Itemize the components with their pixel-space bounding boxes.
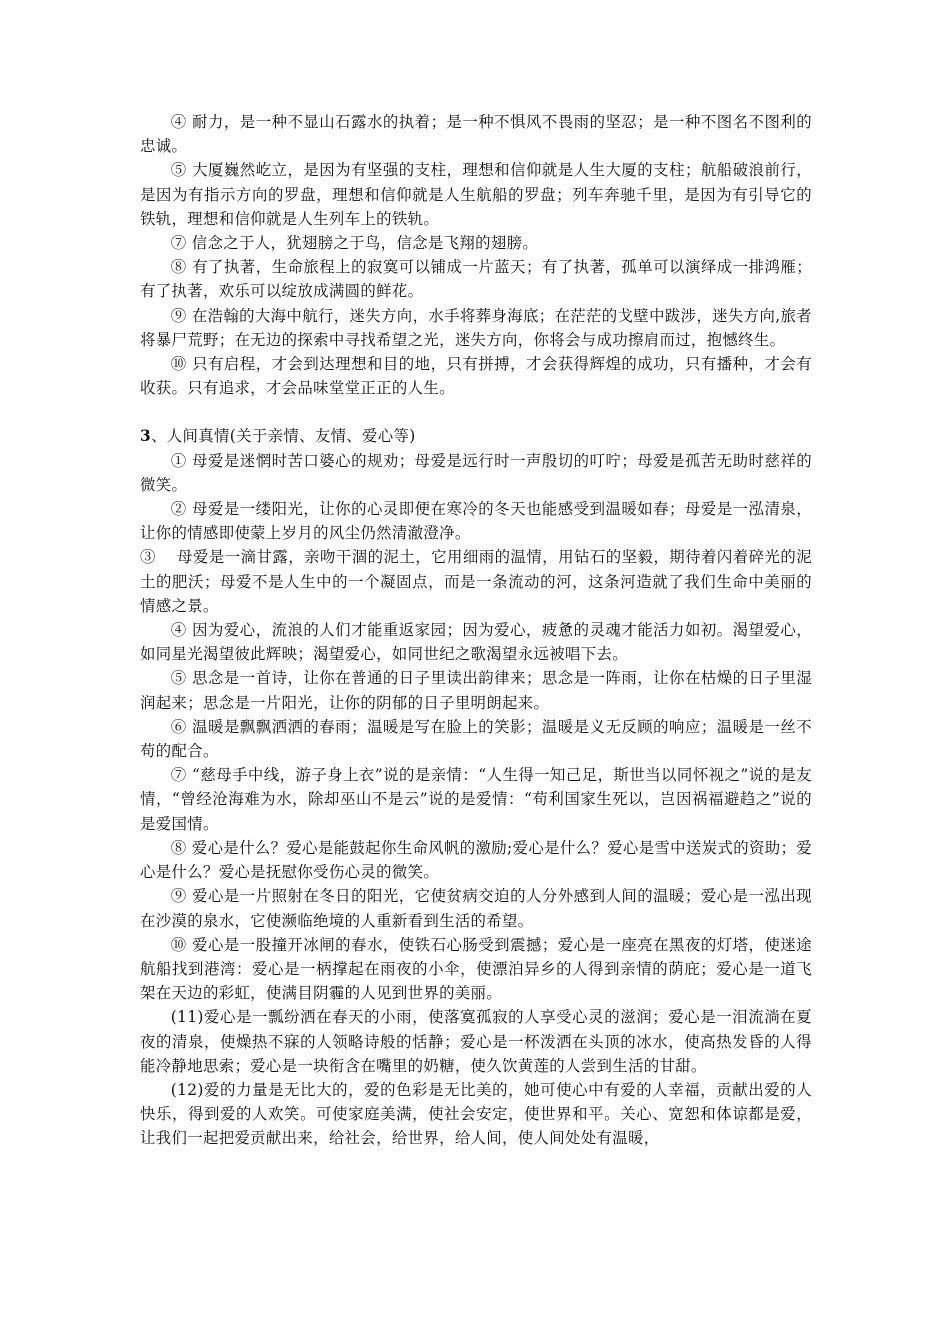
paragraph-1-mother-love: ① 母爱是迷惘时苦口婆心的规劝；母爱是远行时一声殷切的叮咛；母爱是孤苦无助时慈祥的微笑。 <box>140 451 812 494</box>
paragraph-4-endurance: ④ 耐力，是一种不显山石露水的执着；是一种不惧风不畏雨的坚忍；是一种不图名不图利的忠诚。 <box>140 113 812 156</box>
paragraph-7-poems: ⑦ “慈母手中线，游子身上衣”说的是亲情：“人生得一知己足，斯世当以同怀视之”说的是友情，“曾经沧海难为水，除却巫山不是云”说的是爱情：“苟利国家生死以，岂因祸福避趋之”说的是爱国情。 <box>140 766 812 833</box>
paragraph-9-direction: ⑨ 在浩翰的大海中航行，迷失方向，水手将葬身海底；在茫茫的戈壁中跋涉，迷失方向,旅者将暴尸荒野；在无边的探索中寻找希望之光，迷失方向，你将会与成功擦肩而过，抱憾终生。 <box>140 306 812 349</box>
paragraph-5-longing: ⑤ 思念是一首诗，让你在普通的日子里读出韵律来；思念是一阵雨，让你在枯燥的日子里湿润起来；思念是一片阳光，让你的阴郁的日子里明朗起来。 <box>140 669 812 712</box>
paragraph-6-warmth: ⑥ 温暖是飘飘洒洒的春雨；温暖是写在脸上的笑影；温暖是义无反顾的响应；温暖是一丝不苟的配合。 <box>140 717 812 761</box>
paragraph-4-love: ④ 因为爱心，流浪的人们才能重返家园；因为爱心，疲惫的灵魂才能活力如初。渴望爱心，如同星光渴望彼此辉映；渴望爱心，如同世纪之歌渴望永远被唱下去。 <box>140 621 812 664</box>
paragraph-10-love-spring: ⑩ 爱心是一股撞开冰闸的春水，使铁石心肠受到震撼；爱心是一座亮在黑夜的灯塔，使迷途航船找到港湾：爱心是一柄撑起在雨夜的小伞，使漂泊异乡的人得到亲情的荫庇；爱心是一道飞架在天边的彩虹，使满目阴霾的人见到世界的美丽。 <box>140 935 812 1003</box>
paragraph-11-love-rain: (11)爱心是一瓢纷洒在春天的小雨，使落寞孤寂的人享受心灵的滋润；爱心是一泪流淌在夏夜的清泉，使燥热不寐的人领略诗般的恬静；爱心是一杯泼洒在头顶的冰水，使高热发昏的人得能冷静地思索；爱心是一块衔含在嘴里的奶糖，使久饮黄莲的人尝到生活的甘甜。 <box>140 1008 812 1075</box>
paragraph-10-start: ⑩ 只有启程，才会到达理想和目的地，只有拼搏，才会获得辉煌的成功，只有播种，才会有收获。只有追求，才会品味堂堂正正的人生。 <box>140 355 812 398</box>
paragraph-2-mother-love: ② 母爱是一缕阳光，让你的心灵即便在寒冷的冬天也能感受到温暖如春；母爱是一泓清泉，让你的情感即使蒙上岁月的风尘仍然清澈澄净。 <box>140 500 812 543</box>
paragraph-7-belief: ⑦ 信念之于人，犹翅膀之于鸟，信念是飞翔的翅膀。 <box>170 234 539 253</box>
paragraph-12-power-of-love: (12)爱的力量是无比大的，爱的色彩是无比美的，她可使心中有爱的人幸福，贡献出爱的人快乐，得到爱的人欢笑。可使家庭美满，使社会安定，使世界和平。关心、宽恕和体谅都是爱，让我们一起把爱贡献出来，给社会，给世界，给人间，使人间处处有温暖， <box>140 1080 812 1148</box>
section-3-title: 、人间真情(关于亲情、友情、爱心等) <box>151 427 416 446</box>
paragraph-9-love-sunlight: ⑨ 爱心是一片照射在冬日的阳光，它使贫病交迫的人分外感到人间的温暖；爱心是一泓出现在沙漠的泉水，它使濒临绝境的人重新看到生活的希望。 <box>140 887 812 930</box>
document-body <box>140 110 812 1151</box>
paragraph-3-mother-love: ③ 母爱是一滴甘露，亲吻干涸的泥土，它用细雨的温情，用钻石的坚毅，期待着闪着碎光的泥土的肥沃；母爱不是人生中的一个凝固点，而是一条流动的河，这条河造就了我们生命中美丽的情感之景。 <box>140 548 812 615</box>
paragraph-8-persistence: ⑧ 有了执著，生命旅程上的寂寞可以铺成一片蓝天；有了执著，孤单可以演绎成一排鸿雁；有了执著，欢乐可以绽放成满圆的鲜花。 <box>140 258 812 301</box>
paragraph-5-ideals: ⑤ 大厦巍然屹立，是因为有坚强的支柱，理想和信仰就是人生大厦的支柱；航船破浪前行，是因为有指示方向的罗盘，理想和信仰就是人生航船的罗盘；列车奔驰千里，是因为有引导它的铁轨，理想和信仰就是人生列车上的铁轨。 <box>140 161 812 228</box>
section-3-heading <box>140 424 812 448</box>
paragraph-8-love-question: ⑧ 爱心是什么？爱心是能鼓起你生命风帆的激励;爱心是什么？爱心是雪中送炭式的资助；爱心是什么？爱心是抚慰你受伤心灵的微笑。 <box>140 838 812 882</box>
section-3-number: 3 <box>140 427 152 446</box>
